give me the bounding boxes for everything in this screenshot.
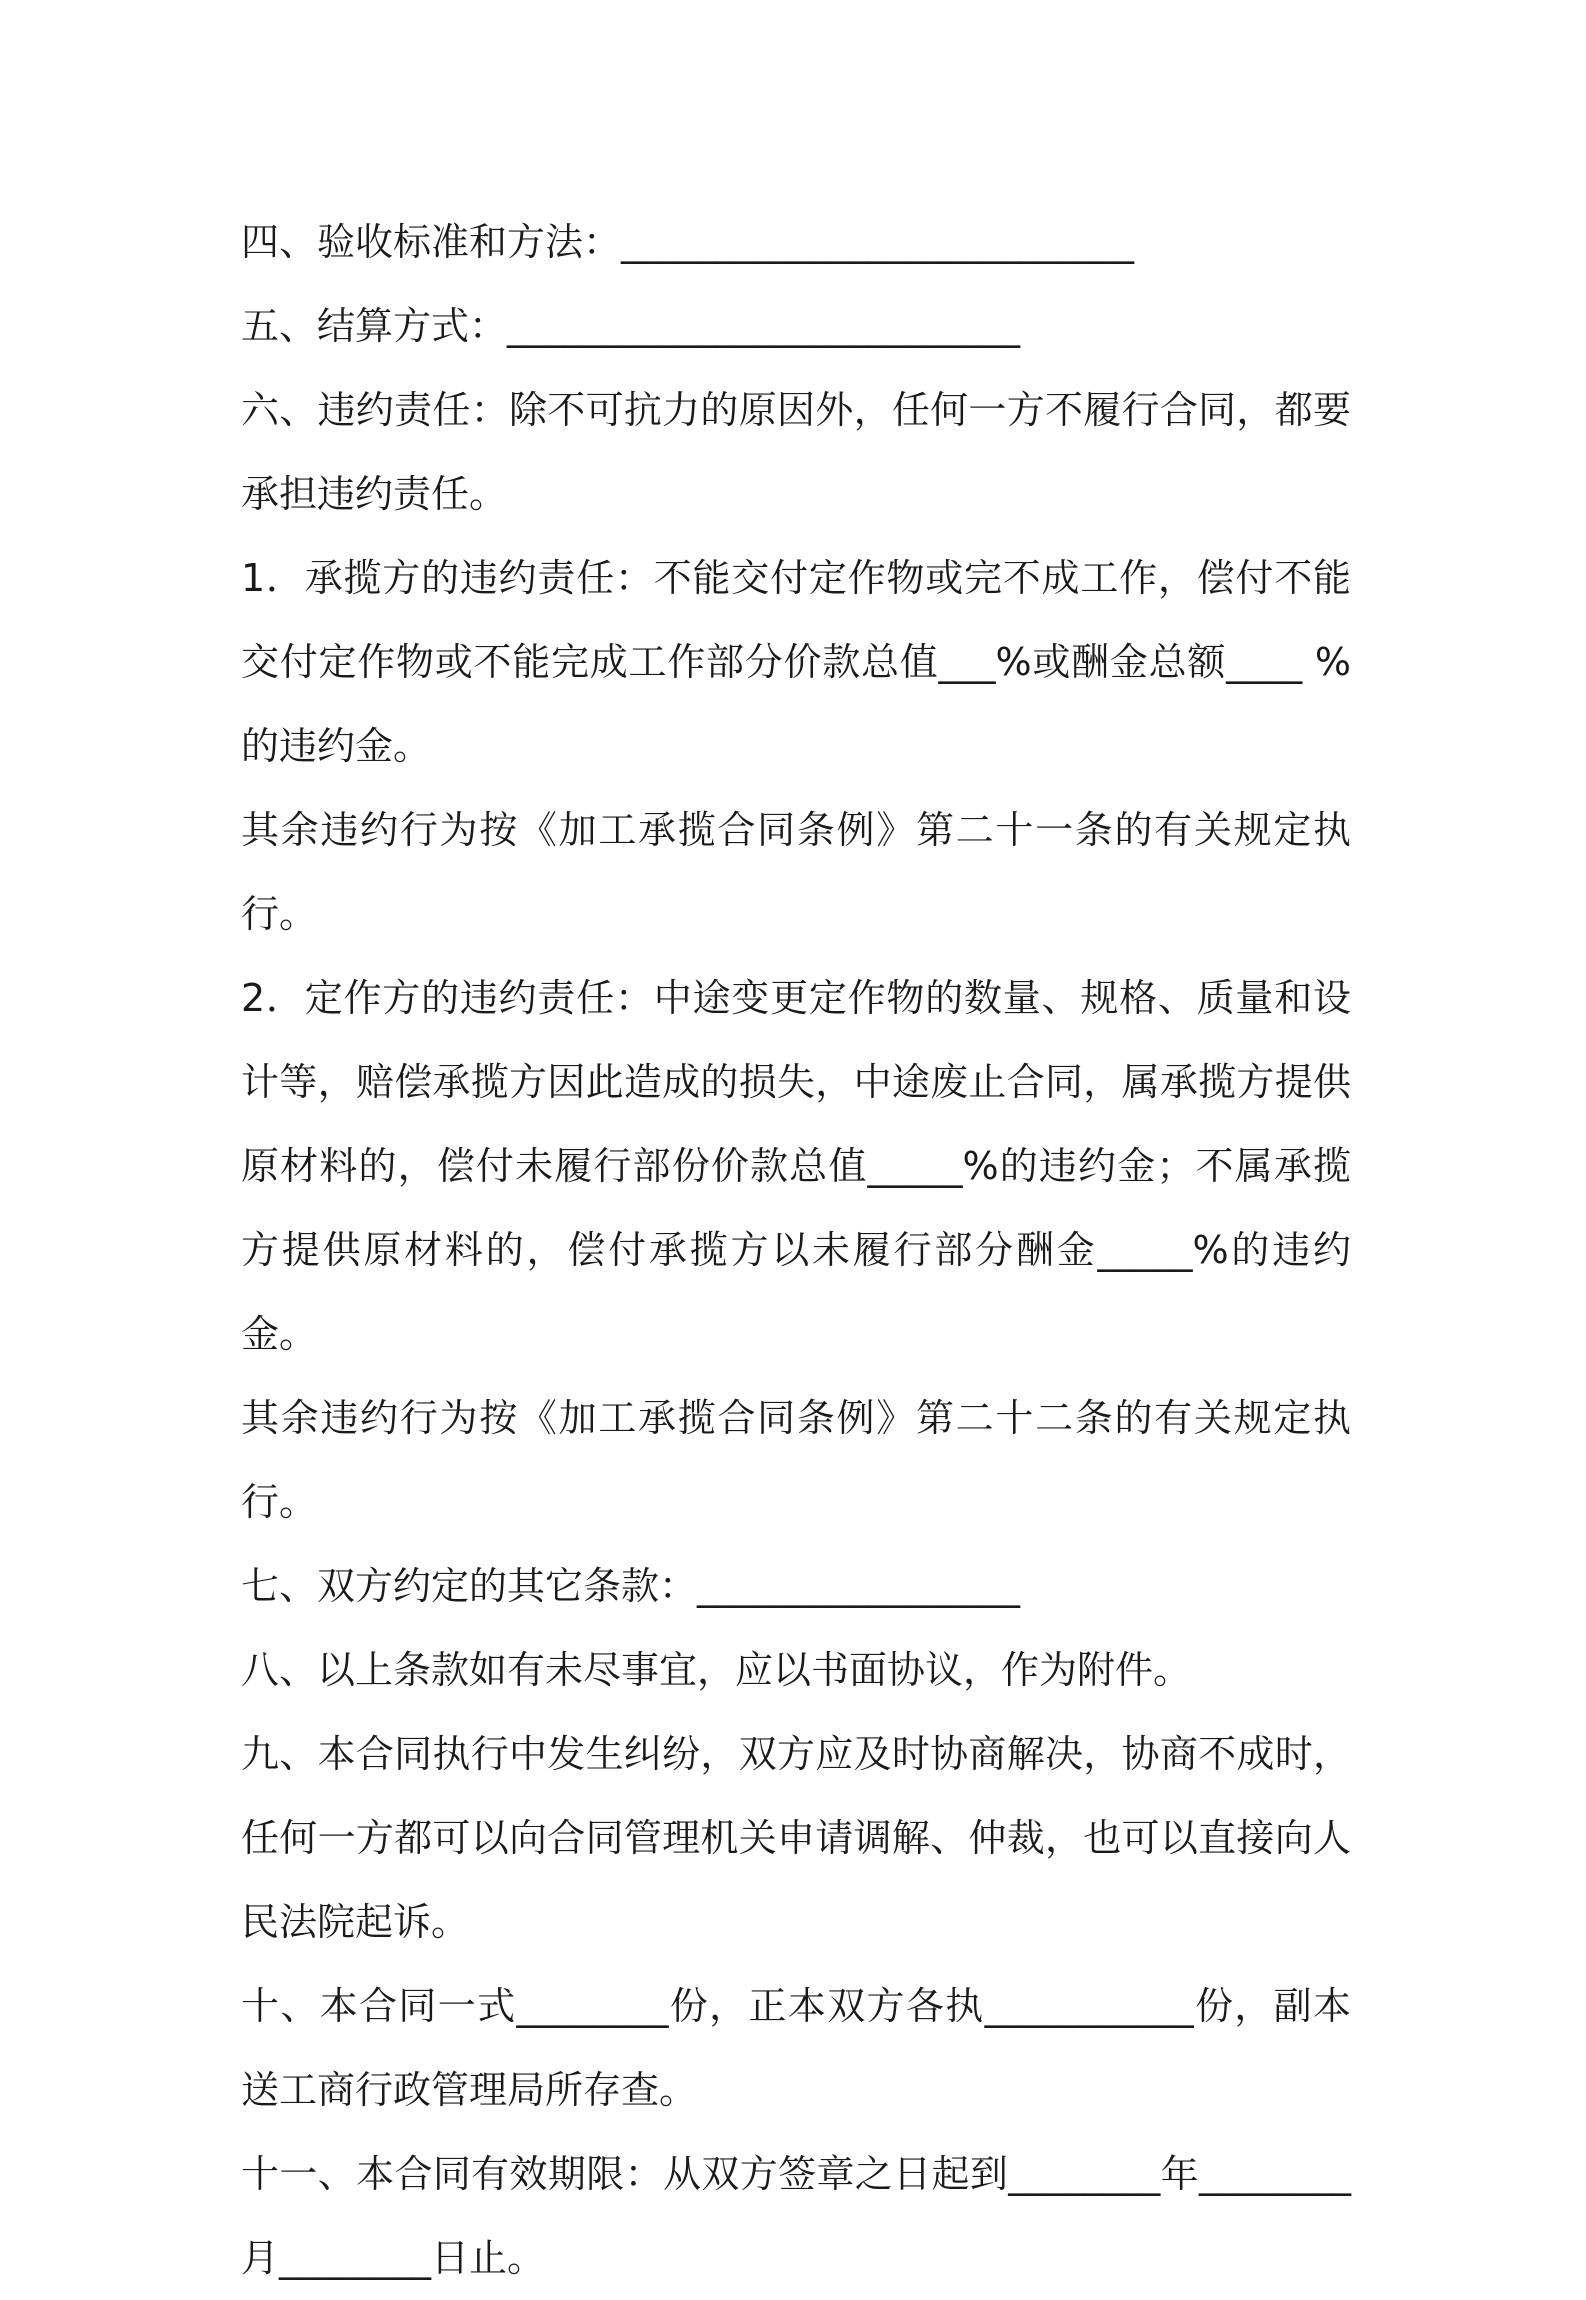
clause-5-settlement-method: 五、结算方式：___________________________ [241,304,1021,348]
clause-7-other-terms: 七、双方约定的其它条款：_________________ [241,1564,1021,1608]
clause-6-2-orderer-liability: 2．定作方的违约责任：中途变更定作物的数量、规格、质量和设计等，赔偿承揽方因此造成的损失，中途废止合同，属承揽方提供原材料的，偿付未履行部份价款总值_____%的违约金；不属承揽方提供原材料的，偿付承揽方以未履行部分酬金_____%的违约金。 [241,976,1351,1356]
clause-4-acceptance-standards: 四、验收标准和方法：___________________________ [241,220,1135,264]
clause-6-2-other-breaches: 其余违约行为按《加工承揽合同条例》第二十二条的有关规定执行。 [241,1396,1351,1524]
clause-11-validity-period: 十一、本合同有效期限：从双方签章之日起到________年________月________日止。 [241,2152,1351,2280]
clause-6-1-contractor-liability: 1．承揽方的违约责任：不能交付定作物或完不成工作，偿付不能交付定作物或不能完成工作部分价款总值___%或酬金总额____ %的违约金。 [241,556,1351,768]
contract-body [241,200,1351,2300]
clause-8-supplementary: 八、以上条款如有未尽事宜，应以书面协议，作为附件。 [241,1648,1192,1692]
clause-6-liability: 六、违约责任：除不可抗力的原因外，任何一方不履行合同，都要承担违约责任。 [241,388,1351,516]
clause-9-disputes: 九、本合同执行中发生纠纷，双方应及时协商解决，协商不成时，任何一方都可以向合同管理机关申请调解、仲裁，也可以直接向人民法院起诉。 [241,1732,1351,1944]
clause-6-1-other-breaches: 其余违约行为按《加工承揽合同条例》第二十一条的有关规定执行。 [241,808,1351,936]
clause-10-copies: 十、本合同一式________份，正本双方各执___________份，副本送工商行政管理局所存查。 [241,1984,1351,2112]
